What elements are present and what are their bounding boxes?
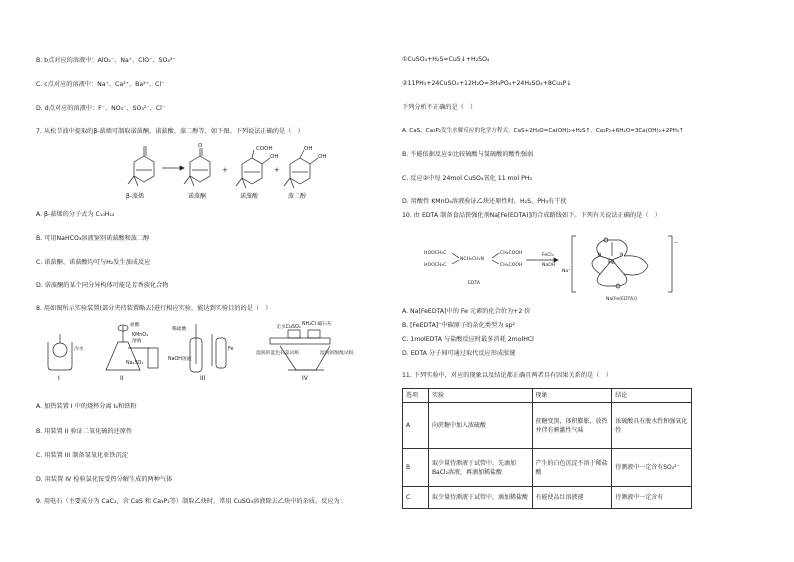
burner-iv bbox=[280, 346, 330, 370]
table-cell: 产生的白色沉淀不溶于稀盐酸 bbox=[532, 449, 612, 487]
tube-iv bbox=[270, 338, 330, 344]
label-nh4cl: NH₄Cl 碱石灰 bbox=[302, 322, 332, 327]
table-header: 现象 bbox=[532, 389, 612, 403]
label-na2so3: Na₂SO₃ bbox=[126, 361, 144, 366]
question-11: 11. 下列实验中，对应的现象以及结论都正确且两者具有因果关系的是（ ） bbox=[402, 372, 612, 379]
q9-option-b: B. 不能依据反应①比较硫酸与氢硫酸的酸性强弱 bbox=[402, 151, 534, 158]
table-cell: 取少量待测液于试管中，先滴加BaCl₂溶液，再滴加稀盐酸 bbox=[428, 449, 532, 487]
table-cell: C bbox=[403, 487, 429, 509]
label-edta: EDTA bbox=[468, 281, 481, 286]
q7-option-a: A. β-蒎烯的分子式为 C₁₀H₁₄ bbox=[36, 211, 115, 218]
nopinic-acid-ring bbox=[242, 158, 262, 184]
label-solution: 溶液 bbox=[132, 339, 142, 344]
q9-option-a: A. CaS、Ca₃P₂发生水解反应的化学方程式：CaS+2H₂O=Ca(OH)₂+H₂S↑、Ca₃P₂+6H₂O=3Ca(OH)₂+2PH₃↑ bbox=[402, 128, 684, 134]
q10-option-c: C. 1molEDTA 与盐酸反应时最多消耗 2molHCl bbox=[402, 336, 534, 343]
experiment-table bbox=[402, 388, 692, 509]
q7-option-d: D. 诺蒎酮的某个同分异构体可能是芳香族化合物 bbox=[36, 282, 169, 289]
table-header: 结论 bbox=[612, 389, 692, 403]
q7-option-c: C. 诺蒎酮、诺蒎酸均可与H₂发生加成反应 bbox=[36, 259, 151, 266]
beaker-i bbox=[48, 342, 72, 370]
oh-label-3: OH bbox=[318, 154, 327, 160]
label-ch2cooh-2: CH₂COOH bbox=[500, 263, 523, 268]
label-fe: Fe bbox=[228, 347, 234, 352]
table-cell: 蔗糖变黑，体积膨胀，放热并伴有刺激性气味 bbox=[532, 403, 612, 449]
label-fe-center: Fe bbox=[608, 259, 615, 266]
label-test-paper-2: 湿润的酚酞试纸 bbox=[320, 351, 354, 356]
q7-structure-figure bbox=[122, 140, 332, 200]
question-8: 8. 用如图所示实验装置(部分夹持装置略去)进行相应实验，能达到实验目的的是（ ） bbox=[36, 305, 272, 312]
label-iii: III bbox=[200, 375, 206, 382]
label-pinanediol: 蒎二醇 bbox=[288, 193, 307, 200]
label-beta-pinene: β-蒎烯 bbox=[126, 193, 144, 200]
plus-sign-2: + bbox=[274, 166, 280, 174]
question-10: 10. 由 EDTA 制备食品铁强化剂Na[Fe(EDTA)]的合成路线如下。下列有关说法正确的是（ ） bbox=[402, 212, 661, 219]
label-product: Na[Fe(EDTA)] bbox=[606, 297, 637, 302]
table-cell: 有能使品红溶液褪 bbox=[532, 487, 612, 509]
label-charge-minus: — bbox=[674, 241, 679, 246]
table-cell: 浓硫酸具有脱水性和强氧化性 bbox=[612, 403, 692, 449]
question-7: 7. 从松节油中提取的β-蒎烯可制取诺蒎酮、诺蒎酸、蒎二醇等，如下图。下列说法正确的是（ ） bbox=[36, 128, 304, 135]
table-cell: B bbox=[403, 449, 429, 487]
q10-option-b: B. [FeEDTA]⁻中碳原子的杂化类型为 sp² bbox=[402, 322, 515, 329]
label-ii: II bbox=[120, 375, 124, 382]
label-na-ion: Na⁺ bbox=[562, 269, 571, 274]
table-row bbox=[403, 449, 692, 487]
label-hooc-1: HOOCH₂C bbox=[424, 251, 447, 256]
table-header: 实验 bbox=[428, 389, 532, 403]
label-hooc-2: HOOCH₂C bbox=[424, 263, 447, 268]
beta-pinene-ring bbox=[134, 156, 154, 182]
q8-option-c: C. 用装置 III 制备氢氧化亚铁沉淀 bbox=[36, 452, 128, 459]
cooh-label: COOH bbox=[256, 146, 273, 152]
q8-option-d: D. 用装置 IV 检验氯化铵受热分解生成的两种气体 bbox=[36, 476, 173, 483]
flask-i bbox=[53, 343, 67, 357]
label-nopinone: 诺蒎酮 bbox=[188, 193, 207, 200]
label-nopinic-acid: 诺蒎酸 bbox=[240, 193, 259, 200]
q10-option-d: D. EDTA 分子间可通过取代反应形成肽键 bbox=[402, 350, 516, 357]
label-nchch: NCH₂CH₂N bbox=[460, 257, 484, 262]
q9-option-c: C. 反应②中每 24mol CuSO₄氧化 11 mol PH₃ bbox=[402, 175, 532, 182]
q8-option-b: B. 用装置 II 验证二氧化硫的还原性 bbox=[36, 428, 133, 435]
nopinone-ring bbox=[190, 156, 210, 182]
label-dilute-h2so4: 稀硫酸 bbox=[172, 327, 187, 332]
label-anhydrous-cuso4: 无水CuSO₄ bbox=[276, 325, 301, 330]
plus-sign-1: + bbox=[222, 166, 228, 174]
label-iv: IV bbox=[302, 375, 308, 382]
bracket-right bbox=[668, 236, 672, 292]
table-cell: 待测液中一定含有 bbox=[612, 487, 692, 509]
question-9: 9. 用电石（主要成分为 CaC₂，含 CaS 和 Ca₃P₂等）制取乙炔时，常用 CuSO₄溶液除去乙炔中的杂质。反应为： bbox=[36, 498, 346, 505]
q9-option-d: D. 用酸性 KMnO₄溶液验证乙炔还原性时，H₂S、PH₃有干扰 bbox=[402, 198, 567, 205]
table-row bbox=[403, 403, 692, 449]
label-test-paper-1: 湿润的蓝色石蕊试纸 bbox=[256, 351, 300, 356]
label-naoh: NaOH bbox=[542, 263, 556, 268]
table-header: 选项 bbox=[403, 389, 429, 403]
oh-label-2: OH bbox=[304, 146, 313, 152]
option-d: D. d点对应的溶液中：F⁻、NO₃⁻、SO₃²⁻、Cl⁻ bbox=[36, 105, 166, 112]
table-row bbox=[403, 487, 692, 509]
test-tube-ii bbox=[148, 348, 158, 368]
label-n-1: N bbox=[598, 253, 602, 258]
label-n-2: N bbox=[620, 253, 624, 258]
q7-option-b: B. 可用NaHCO₃溶液鉴别诺蒎酸和蒎二醇 bbox=[36, 235, 150, 242]
oh-label-1: OH bbox=[270, 154, 279, 160]
o-label: O bbox=[198, 143, 203, 149]
label-naoh: NaOH溶液 bbox=[168, 357, 192, 362]
option-c: C. c点对应的溶液中：Na⁺、Ca²⁺、Ba²⁺、Cl⁻ bbox=[36, 81, 165, 88]
table-cell: 取少量待测液于试管中，滴加稀盐酸 bbox=[428, 487, 532, 509]
pinanediol-ring bbox=[290, 158, 310, 184]
q8-apparatus-figure bbox=[40, 320, 370, 382]
q10-option-a: A. Na[FeEDTA]中的 Fe 元素的化合价为+2 价 bbox=[402, 308, 531, 315]
table-cell: 待测液中一定含有SO₄²⁻ bbox=[612, 449, 692, 487]
table-header-row bbox=[403, 389, 692, 403]
q9-ask: 下列分析不正确的是（ ） bbox=[402, 104, 477, 111]
reaction-2: ②11PH₃+24CuSO₄+12H₂O=3H₃PO₄+24H₂SO₄+8Cu₃P↓ bbox=[402, 80, 572, 87]
label-i: I bbox=[58, 375, 60, 382]
q8-option-a: A. 加热装置 I 中的烧杯分离 I₂和铁粉 bbox=[36, 403, 137, 410]
reaction-1: ①CuSO₄+H₂S=CuS↓+H₂SO₄ bbox=[402, 56, 490, 63]
table-cell: 向蔗糖中加入浓硫酸 bbox=[428, 403, 532, 449]
label-hcl: 盐酸 bbox=[130, 323, 140, 328]
label-kmno4: KMnO₄ bbox=[132, 333, 149, 338]
q10-synthesis-figure bbox=[422, 226, 682, 302]
table-cell: A bbox=[403, 403, 429, 449]
label-fecl3: FeCl₃ bbox=[542, 253, 554, 258]
bracket-left bbox=[572, 236, 576, 292]
option-b: B. b点对应的溶液中：AlO₂⁻、Na⁺、ClO⁻、SO₄²⁻ bbox=[36, 57, 176, 64]
label-cold-water: 冷水 bbox=[74, 347, 84, 352]
label-ch2cooh-1: CH₂COOH bbox=[500, 251, 523, 256]
